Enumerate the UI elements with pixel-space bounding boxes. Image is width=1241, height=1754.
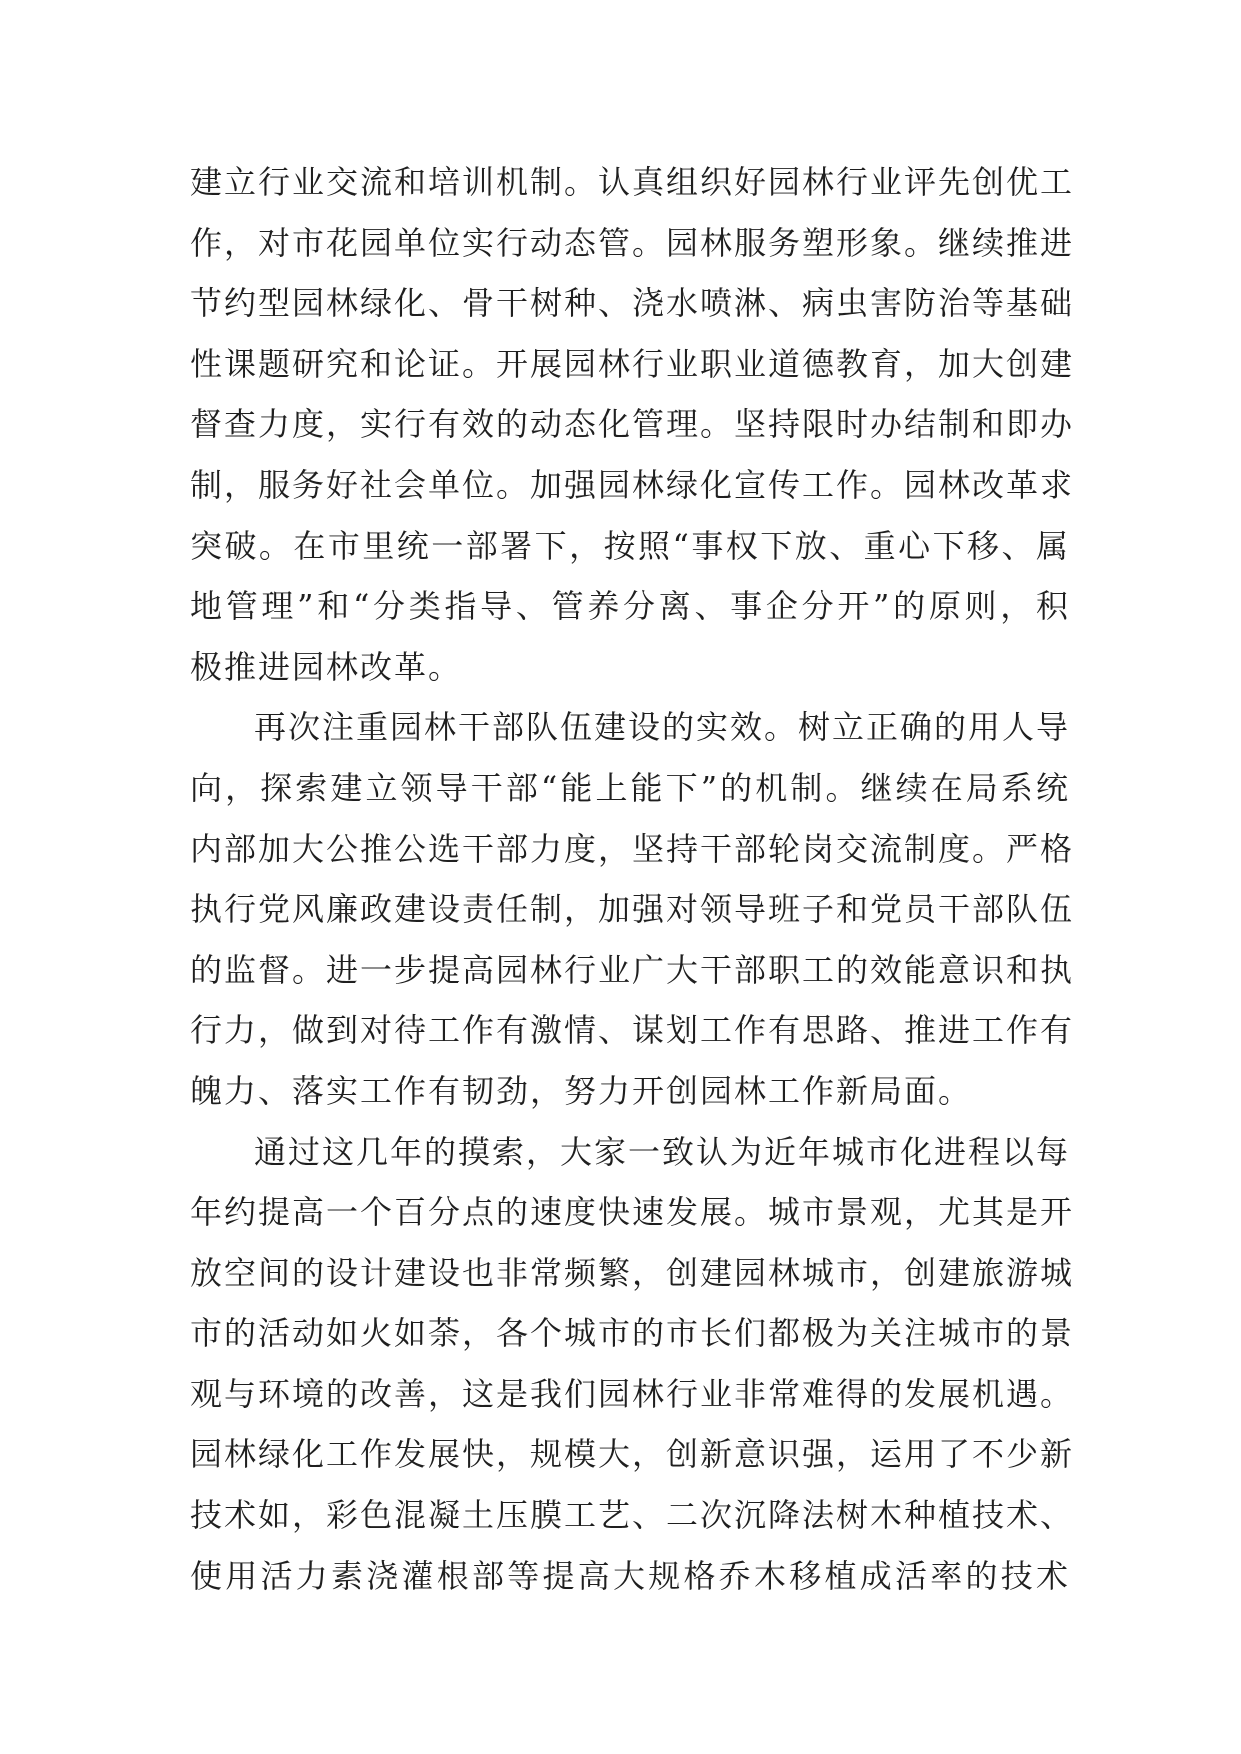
paragraph-3-line-5: 观与环境的改善，这是我们园林行业非常难得的发展机遇。 xyxy=(190,1374,1075,1413)
paragraph-1-line-5: 督查力度，实行有效的动态化管理。坚持限时办结制和即办 xyxy=(190,405,1075,444)
paragraph-1-line-7: 突破。在市里统一部署下，按照“事权下放、重心下移、属 xyxy=(190,526,1070,565)
paragraph-3-line-1: 通过这几年的摸索，大家一致认为近年城市化进程以每 xyxy=(254,1132,1071,1171)
paragraph-3-line-6: 园林绿化工作发展快，规模大，创新意识强，运用了不少新 xyxy=(190,1435,1075,1474)
paragraph-3-line-4: 市的活动如火如荼，各个城市的市长们都极为关注城市的景 xyxy=(190,1314,1075,1353)
paragraph-1-line-6: 制，服务好社会单位。加强园林绿化宣传工作。园林改革求 xyxy=(190,465,1075,504)
paragraph-2-line-1: 再次注重园林干部队伍建设的实效。树立正确的用人导 xyxy=(254,708,1071,747)
paragraph-2-line-3: 内部加大公推公选干部力度，坚持干部轮岗交流制度。严格 xyxy=(190,829,1075,868)
paragraph-2-line-6: 行力，做到对待工作有激情、谋划工作有思路、推进工作有 xyxy=(190,1011,1075,1050)
paragraph-3-line-2: 年约提高一个百分点的速度快速发展。城市景观，尤其是开 xyxy=(190,1193,1075,1232)
paragraph-1-line-8: 地管理”和“分类指导、管养分离、事企分开”的原则，积 xyxy=(190,587,1070,626)
paragraph-1-line-4: 性课题研究和论证。开展园林行业职业道德教育，加大创建 xyxy=(190,344,1075,383)
document-body xyxy=(190,152,1075,1606)
paragraph-3-line-3: 放空间的设计建设也非常频繁，创建园林城市，创建旅游城 xyxy=(190,1253,1075,1292)
paragraph-2-line-5: 的监督。进一步提高园林行业广大干部职工的效能意识和执 xyxy=(190,950,1075,989)
paragraph-2-line-7: 魄力、落实工作有韧劲，努力开创园林工作新局面。 xyxy=(190,1071,973,1110)
paragraph-1-line-1: 建立行业交流和培训机制。认真组织好园林行业评先创优工 xyxy=(190,163,1075,201)
paragraph-3-line-7: 技术如，彩色混凝土压膜工艺、二次沉降法树木种植技术、 xyxy=(190,1496,1075,1535)
paragraph-2-line-2: 向，探索建立领导干部“能上能下”的机制。继续在局系统 xyxy=(190,768,1070,807)
paragraph-1-line-2: 作，对市花园单位实行动态管。园林服务塑形象。继续推进 xyxy=(190,223,1075,262)
paragraph-3-line-8: 使用活力素浇灌根部等提高大规格乔木移植成活率的技术 xyxy=(190,1556,1070,1595)
paragraph-2-line-4: 执行党风廉政建设责任制，加强对领导班子和党员干部队伍 xyxy=(190,890,1075,929)
paragraph-1-line-3: 节约型园林绿化、骨干树种、浇水喷淋、病虫害防治等基础 xyxy=(190,284,1075,323)
paragraph-1-line-9: 极推进园林改革。 xyxy=(190,647,463,686)
